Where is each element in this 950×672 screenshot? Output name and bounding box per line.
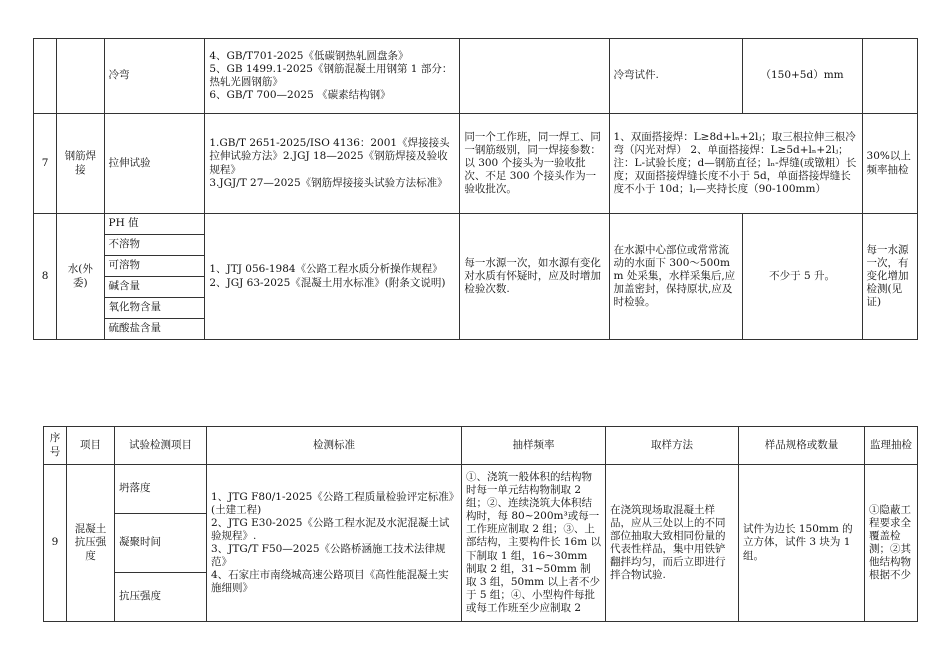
row-number-cell bbox=[34, 39, 57, 114]
row-number-cell: 9 bbox=[44, 465, 67, 622]
supervision-cell: 每一水源一次，有变化增加检测(见证) bbox=[862, 214, 917, 340]
project-cell: 混凝土抗压强度 bbox=[67, 465, 115, 622]
supervision-cell: 30%以上频率抽检 bbox=[862, 114, 917, 214]
project-cell bbox=[57, 39, 104, 114]
header-cell: 试验检测项目 bbox=[115, 427, 207, 465]
frequency-cell: 同一个工作班，同一焊工、同一钢筋级别，同一焊接参数：以 300 个接头为一验收批次、不足 300 个接头作为一验收批次。 bbox=[460, 114, 609, 214]
table-row bbox=[44, 465, 918, 514]
header-cell: 检测标准 bbox=[207, 427, 462, 465]
row-number-cell: 8 bbox=[34, 214, 57, 340]
test-item-cell: 硫酸盐含量 bbox=[104, 319, 205, 340]
table-row bbox=[34, 214, 918, 235]
project-cell: 水(外委) bbox=[57, 214, 104, 340]
test-item-cell: PH 值 bbox=[104, 214, 205, 235]
supervision-cell bbox=[862, 39, 917, 114]
table-row bbox=[34, 39, 918, 114]
supervision-cell: ①隐蔽工程要求全覆盖检测；②其他结构物根据不少 bbox=[865, 465, 918, 622]
test-item-cell: 拉伸试验 bbox=[104, 114, 205, 214]
specification-table-bottom bbox=[43, 426, 918, 622]
frequency-cell bbox=[460, 39, 609, 114]
standard-cell: 4、GB/T701-2025《低碳钢热轧圆盘条》 5、GB 1499.1-2025《钢筋混凝土用钢第 1 部分：热轧光圆钢筋》 6、GB/T 700—2025 《碳素结构钢》 bbox=[205, 39, 460, 114]
header-cell: 监理抽检 bbox=[865, 427, 918, 465]
table-row bbox=[34, 114, 918, 214]
method-cell: 冷弯试件. bbox=[609, 39, 742, 114]
test-item-cell: 可溶物 bbox=[104, 256, 205, 277]
method-cell: 在水源中心部位或常常流动的水面下 300～500mm 处采集，水样采集后,应加盖密封，保持原状,应及时检验。 bbox=[609, 214, 742, 340]
spec-cell: 不少于 5 升。 bbox=[742, 214, 862, 340]
method-cell: 在浇筑现场取混凝土样品，应从三处以上的不同部位抽取大致相同份量的代表性样品，集中用铁铲翻拌均匀，而后立即进行拌合物试验. bbox=[606, 465, 739, 622]
method-cell: 1、双面搭接焊：L≥8d+lₙ+2lⱼ；取三根拉伸三根冷弯（闪光对焊） 2、单面搭接焊：L≥5d+lₙ+2lⱼ；注：L-试验长度；d—钢筋直径；lₙ-焊缝(或镦粗）长度；双面搭接焊缝长度不小于 5d，单面搭接焊缝长度不小于 10d；lⱼ—夹持长度（90-100mm） bbox=[609, 114, 862, 214]
standard-cell: 1、JTG F80/1-2025《公路工程质量检验评定标准》(土建工程) 2、JTG E30-2025《公路工程水泥及水泥混凝土试验规程》. 3、JTG/T F50—2025《公路桥涵施工技术法律规范》 4、石家庄市南绕城高速公路项目《高性能混凝土实施细则》 bbox=[207, 465, 462, 622]
test-item-cell: 不溶物 bbox=[104, 235, 205, 256]
test-item-cell: 坍落度 bbox=[115, 465, 207, 514]
spec-cell: 试件为边长 150mm 的立方体，试件 3 块为 1 组。 bbox=[739, 465, 865, 622]
header-cell: 序号 bbox=[44, 427, 67, 465]
frequency-cell: ①、浇筑一般体积的结构物时每一单元结构物制取 2 组；②、连续浇筑大体积结构时，每 80~200m³或每一工作班应制取 2 组；③、上部结构，主要构件长 16m 以下制取 1 组，16~30mm 制取 2 组，31~50mm 制取 3 组，50mm 以上者不少于 5 组；④、小型构件每批或每工作班至少应制取 2 bbox=[462, 465, 606, 622]
project-cell: 钢筋焊接 bbox=[57, 114, 104, 214]
header-cell: 取样方法 bbox=[606, 427, 739, 465]
header-cell: 抽样频率 bbox=[462, 427, 606, 465]
specification-table-top bbox=[33, 38, 918, 340]
test-item-cell: 碱含量 bbox=[104, 277, 205, 298]
standard-cell: 1、JTJ 056-1984《公路工程水质分析操作规程》 2、JGJ 63-2025《混凝土用水标准》(附条文说明) bbox=[205, 214, 460, 340]
frequency-cell: 每一水源一次，如水源有变化对水质有怀疑时，应及时增加检验次数. bbox=[460, 214, 609, 340]
table-header-row bbox=[44, 427, 918, 465]
standard-cell: 1.GB/T 2651-2025/ISO 4136：2001《焊接接头拉伸试验方法》2.JGJ 18—2025《钢筋焊接及验收规程》 3.JGJ/T 27—2025《钢筋焊接接头试验方法标准》 bbox=[205, 114, 460, 214]
spec-cell: （150+5d）mm bbox=[742, 39, 862, 114]
test-item-cell: 凝聚时间 bbox=[115, 514, 207, 573]
header-cell: 样品规格或数量 bbox=[739, 427, 865, 465]
test-item-cell: 氧化物含量 bbox=[104, 298, 205, 319]
row-number-cell: 7 bbox=[34, 114, 57, 214]
test-item-cell: 抗压强度 bbox=[115, 573, 207, 622]
test-item-cell: 冷弯 bbox=[104, 39, 205, 114]
header-cell: 项目 bbox=[67, 427, 115, 465]
